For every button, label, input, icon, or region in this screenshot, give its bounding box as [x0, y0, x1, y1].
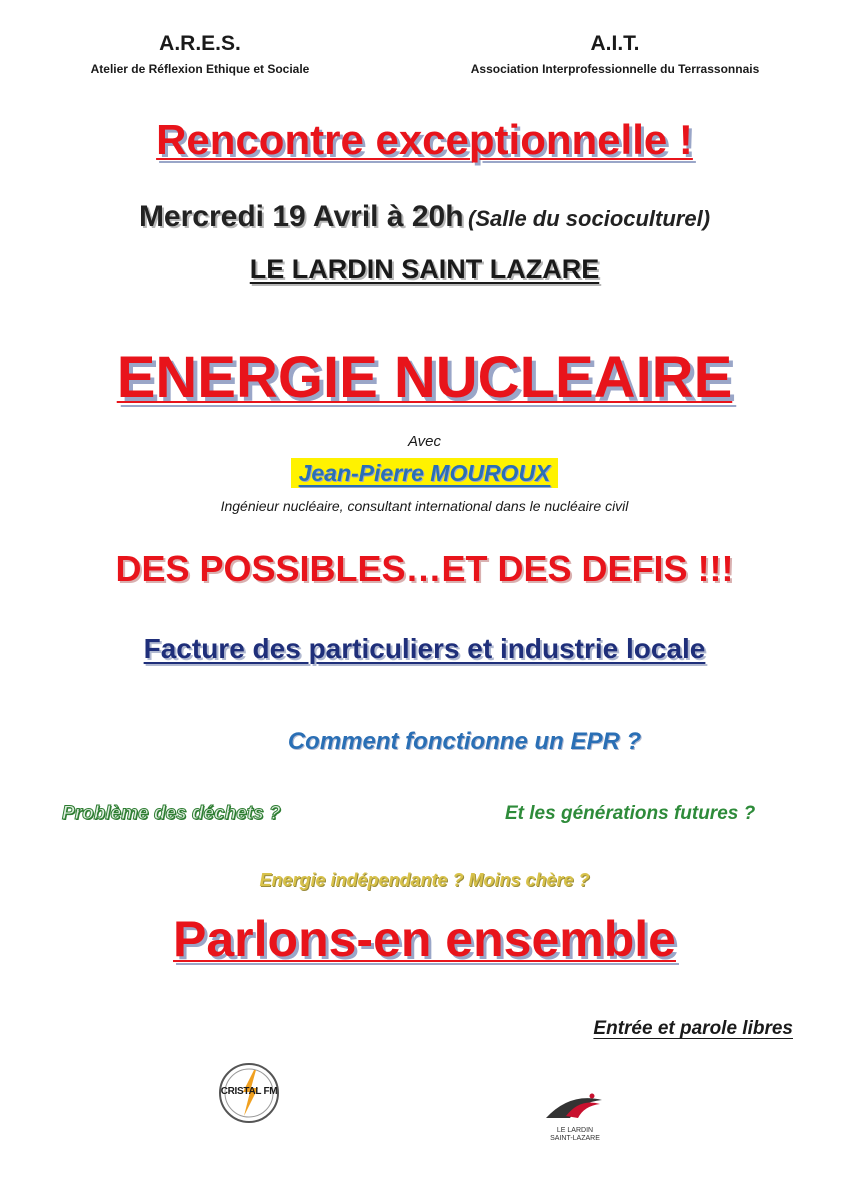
question-waste: Problème des déchets ?: [62, 803, 281, 824]
org-ares-acronym: A.R.E.S.: [159, 32, 241, 55]
town-logo-line2: SAINT-LAZARE: [550, 1135, 600, 1142]
town-logo-mark: [540, 1088, 610, 1122]
topic: ENERGIE NUCLEAIRE: [116, 345, 733, 410]
event-date: Mercredi 19 Avril à 20h: [138, 200, 464, 233]
tagline: DES POSSIBLES…ET DES DEFIS !!!: [115, 548, 734, 589]
cristal-fm-logo-text: CRISTAL FM: [220, 1086, 278, 1097]
date-line: [0, 200, 849, 234]
question-future: Et les générations futures ?: [505, 803, 756, 824]
entry-wrap: [593, 1018, 793, 1040]
location-wrap: [0, 254, 849, 285]
headline-wrap: [0, 116, 849, 164]
closing: Parlons-en ensemble: [173, 911, 676, 967]
speaker-name: Jean-Pierre MOUROUX: [291, 458, 559, 488]
headline: Rencontre exceptionnelle !: [156, 116, 693, 163]
location: LE LARDIN SAINT LAZARE: [249, 254, 600, 284]
subtopic: Facture des particuliers et industrie locale: [143, 633, 706, 664]
question-independence: Energie indépendante ? Moins chère ?: [259, 870, 590, 890]
cristal-fm-logo: [218, 1062, 280, 1124]
question-epr: Comment fonctionne un EPR ?: [287, 728, 642, 755]
town-logo: [540, 1088, 610, 1148]
closing-wrap: [0, 910, 849, 968]
speaker-intro: Avec: [407, 433, 442, 450]
town-logo-line1: LE LARDIN: [556, 1127, 594, 1134]
tagline-wrap: [0, 548, 849, 590]
event-venue: (Salle du socioculturel): [468, 206, 711, 231]
subtopic-wrap: [0, 633, 849, 665]
entry-note: Entrée et parole libres: [593, 1018, 793, 1039]
org-ares-full-name: Atelier de Réflexion Ethique et Sociale: [90, 62, 310, 76]
speaker-name-wrap: [0, 460, 849, 487]
topic-wrap: [0, 344, 849, 411]
org-ait-full-name: Association Interprofessionnelle du Terrassonnais: [470, 62, 760, 76]
org-ait: [420, 32, 810, 76]
org-ares: [40, 32, 360, 76]
org-ait-acronym: A.I.T.: [590, 32, 640, 55]
speaker-title: Ingénieur nucléaire, consultant international dans le nucléaire civil: [220, 498, 629, 514]
